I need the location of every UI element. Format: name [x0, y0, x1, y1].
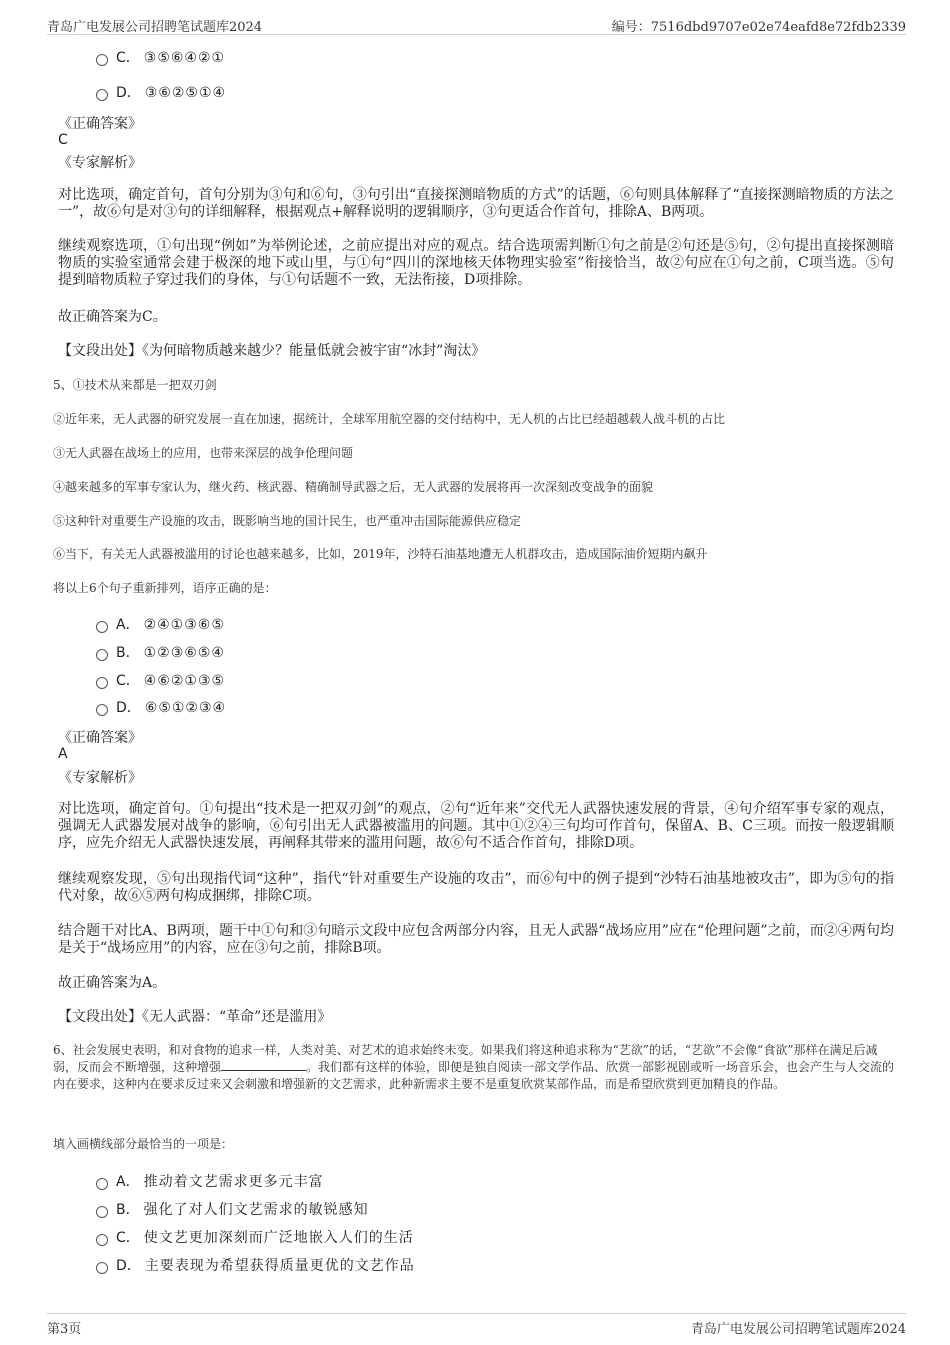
q4-option-d[interactable]: D． ③⑥②⑤①④ — [96, 82, 226, 102]
q4-analysis-label: 《专家解析》 — [58, 155, 142, 171]
radio-icon[interactable] — [96, 1234, 108, 1246]
q6-prompt: 填入画横线部分最恰当的一项是： — [53, 1137, 234, 1151]
page-number: 第3页 — [47, 1322, 82, 1337]
q4-analysis-p1: 对比选项，确定首句，首句分别为③句和⑥句，③句引出“直接探测暗物质的方式”的话题，⑥句则具体解释了“直接探测暗物质的方法之一”，故⑥句是对③句的详细解释，根据观点+解释说明的逻辑顺序，③句更适合作首句，排除A、B两项。 — [58, 187, 894, 220]
page-footer — [47, 1313, 906, 1337]
q4-option-c[interactable]: C． ③⑤⑥④②① — [96, 47, 225, 67]
radio-icon[interactable] — [96, 649, 108, 661]
q5-analysis-p1: 对比选项，确定首句。①句提出“技术是一把双刃剑”的观点，②句“近年来”交代无人武器快速发展的背景，④句介绍军事专家的观点，强调无人武器发展对战争的影响，⑥句引出无人武器被滥用的问题。其中①②④三句均可作首句，保留A、B、C三项。而按一般逻辑顺序，应先介绍无人武器快速发展，再阐释其带来的滥用问题，故⑥句不适合作首句，排除D项。 — [58, 801, 894, 851]
q5-analysis-p4: 故正确答案为A。 — [58, 975, 167, 991]
radio-icon[interactable] — [96, 1178, 108, 1190]
q5-analysis-label: 《专家解析》 — [58, 770, 142, 786]
q6-option-d[interactable]: D． 主要表现为希望获得质量更优的文艺作品 — [96, 1255, 415, 1275]
header-title: 青岛广电发展公司招聘笔试题库2024 — [47, 20, 263, 35]
q5-analysis-p3: 结合题干对比A、B两项，题干中①句和③句暗示文段中应包含两部分内容，且无人武器“战场应用”应在“伦理问题”之前，而②④两句均是关于“战场应用”的内容，应在③句之前，排除B项。 — [58, 923, 894, 956]
q5-line-5: ⑤这种针对重要生产设施的攻击，既影响当地的国计民生，也严重冲击国际能源供应稳定 — [53, 514, 522, 528]
q5-line-2: ②近年来，无人武器的研究发展一直在加速，据统计，全球军用航空器的交付结构中，无人机的占比已经超越载人战斗机的占比 — [53, 412, 726, 426]
q4-answer-label: 《正确答案》 — [58, 116, 142, 132]
header-serial: 编号：7516dbd9707e02e74eafd8e72fdb2339 — [611, 20, 906, 35]
radio-icon[interactable] — [96, 89, 108, 101]
q5-answer: A — [58, 746, 68, 762]
footer-title: 青岛广电发展公司招聘笔试题库2024 — [690, 1322, 906, 1337]
q5-line-4: ④越来越多的军事专家认为，继火药、核武器、精确制导武器之后，无人武器的发展将再一次深刻改变战争的面貌 — [53, 480, 654, 494]
q5-line-1: 5、①技术从来都是一把双刃剑 — [53, 378, 217, 392]
q5-option-c[interactable]: C． ④⑥②①③⑤ — [96, 670, 225, 690]
q6-option-a[interactable]: A． 推动着文艺需求更多元丰富 — [96, 1171, 324, 1191]
q6-stem: 6、社会发展史表明，和对食物的追求一样，人类对美、对艺术的追求始终未变。如果我们将这种追求称为“艺欲”的话，“艺欲”不会像“食欲”那样在满足后减弱，反而会不断增强，这种增强 。我们都有这样的体验，即便是独自阅读一部文学作品、欣赏一部影视剧或听一场音乐会，也会产生与人交流的内在要求，这种内在要求反过来又会刺激和增强新的文艺需求，此种新需求主要不是重复欣赏某部作品，而是希望欣赏到更加精良的作品。 — [53, 1043, 895, 1091]
q5-line-3: ③无人武器在战场上的应用，也带来深层的战争伦理问题 — [53, 446, 354, 460]
q4-source: 【文段出处】《为何暗物质越来越少？能量低就会被宇宙“冰封”淘汰》 — [58, 343, 486, 359]
q5-prompt: 将以上6个句子重新排列，语序正确的是： — [53, 581, 277, 595]
q5-option-a[interactable]: A． ②④①③⑥⑤ — [96, 614, 225, 634]
q5-line-6: ⑥当下，有关无人武器被滥用的讨论也越来越多，比如，2019年，沙特石油基地遭无人机群攻击，造成国际油价短期内飙升 — [53, 547, 708, 561]
q5-option-b[interactable]: B． ①②③⑥⑤④ — [96, 642, 225, 662]
q6-option-b[interactable]: B． 强化了对人们文艺需求的敏锐感知 — [96, 1199, 369, 1219]
radio-icon[interactable] — [96, 621, 108, 633]
radio-icon[interactable] — [96, 677, 108, 689]
q5-option-d[interactable]: D． ⑥⑤①②③④ — [96, 697, 226, 717]
q4-analysis-p2: 继续观察选项，①句出现“例如”为举例论述，之前应提出对应的观点。结合选项需判断①句之前是②句还是⑤句，②句提出直接探测暗物质的实验室通常会建于极深的地下或山里，与①句“四川的深地核天体物理实验室”衔接恰当，故②句应在①句之前，C项当选。⑤句提到暗物质粒子穿过我们的身体，与①句话题不一致，无法衔接，D项排除。 — [58, 238, 894, 288]
q4-answer: C — [58, 132, 68, 148]
page-header — [47, 14, 906, 35]
radio-icon[interactable] — [96, 1206, 108, 1218]
q5-source: 【文段出处】《无人武器：“革命”还是滥用》 — [58, 1009, 332, 1025]
q5-analysis-p2: 继续观察发现，⑤句出现指代词“这种”，指代“针对重要生产设施的攻击”，而⑥句中的例子提到“沙特石油基地被攻击”，即为⑤句的指代对象，故⑥⑤两句构成捆绑，排除C项。 — [58, 871, 894, 904]
radio-icon[interactable] — [96, 1262, 108, 1274]
radio-icon[interactable] — [96, 704, 108, 716]
q4-analysis-p3: 故正确答案为C。 — [58, 309, 167, 325]
radio-icon[interactable] — [96, 54, 108, 66]
q6-option-c[interactable]: C． 使文艺更加深刻而广泛地嵌入人们的生活 — [96, 1227, 414, 1247]
q5-answer-label: 《正确答案》 — [58, 730, 142, 746]
fill-blank — [221, 1060, 306, 1071]
